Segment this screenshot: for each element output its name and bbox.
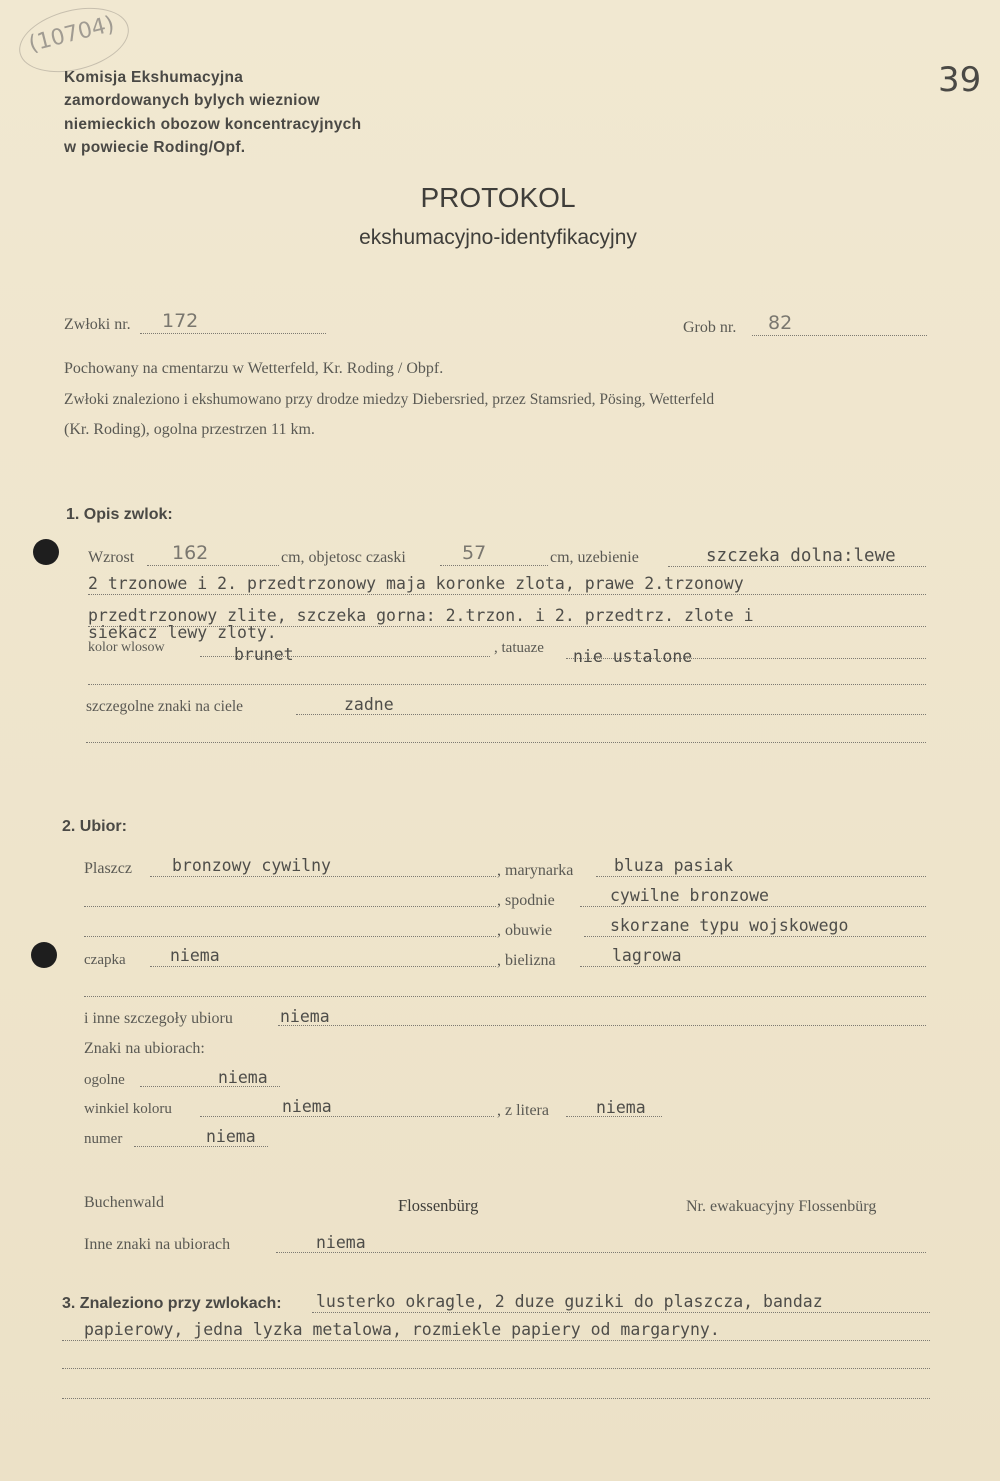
institution-line-3: niemieckich obozow koncentracyjnych [64,116,362,133]
triangle-color-label: winkiel koloru [84,1101,172,1117]
height-value: 162 [172,542,209,564]
section-1-title: 1. Opis zwlok: [66,506,173,523]
number-label: numer [84,1131,123,1147]
clothing-marks-heading: Znaki na ubiorach: [84,1040,205,1057]
letter-label: , z litera [497,1102,549,1119]
height-label: Wzrost [88,549,135,566]
tattoo-value: nie ustalone [573,647,693,666]
camp-flossenburg: Flossenbürg [398,1196,479,1215]
archive-mark: (10704) [26,11,117,58]
dentition-line-4: siekacz lewy zloty. [88,623,277,642]
found-items-line-2: papierowy, jedna lyzka metalowa, rozmiekle papiery od margaryny. [84,1320,720,1339]
body-marks-value: zadne [344,695,394,714]
punch-hole-1 [33,539,59,565]
cap-label: czapka [84,952,126,968]
other-clothing-value: niema [280,1007,330,1026]
evacuation-number-label: Nr. ewakuacyjny Flossenbürg [686,1198,877,1215]
cap-value: niema [170,946,220,965]
found-items-line-1: lusterko okragle, 2 duze guziki do plaszcza, bandaz [316,1292,823,1311]
institution-line-4: w powiecie Roding/Opf. [64,139,246,156]
institution-line-2: zamordowanych bylych wiezniow [64,92,320,109]
dentition-line-3: przedtrzonowy zlite, szczeka gorna: 2.trzon. i 2. przedtrz. zlote i [88,606,754,625]
trousers-value: cywilne bronzowe [610,886,769,905]
found-location-line-2: (Kr. Roding), ogolna przestrzen 11 km. [64,421,315,438]
corpse-number-value: 172 [162,310,199,332]
dentition-label: cm, uzebienie [550,549,639,566]
other-marks-label: Inne znaki na ubiorach [84,1236,231,1253]
trousers-label: , spodnie [497,892,555,909]
general-marks-value: niema [218,1068,268,1087]
document-title: PROTOKOL [420,182,576,213]
institution-line-1: Komisja Ekshumacyjna [64,69,244,86]
grave-number-value: 82 [768,312,793,334]
shoes-label: , obuwie [497,922,553,939]
other-marks-value: niema [316,1233,366,1252]
tattoo-label: , tatuaze [494,640,544,656]
dentition-line-1: szczeka dolna:lewe [706,546,896,566]
page-number: 39 [938,60,982,100]
punch-hole-2 [31,942,57,968]
jacket-label: , marynarka [497,862,574,879]
shoes-value: skorzane typu wojskowego [610,916,849,935]
coat-label: Plaszcz [84,860,132,877]
found-location-line-1: Zwłoki znaleziono i ekshumowano przy drodze miedzy Diebersried, przez Stamsried, Pösing, Wetterfeld [64,391,715,408]
document-subtitle: ekshumacyjno-identyfikacyjny [359,226,637,249]
camp-buchenwald: Buchenwald [84,1194,164,1211]
section-3-title: 3. Znaleziono przy zwlokach: [62,1295,282,1312]
triangle-color-value: niema [282,1097,332,1116]
skull-value: 57 [462,542,487,564]
underwear-label: , bielizna [497,952,556,969]
burial-place: Pochowany na cmentarzu w Wetterfeld, Kr. Roding / Obpf. [64,360,444,377]
body-marks-label: szczegolne znaki na ciele [86,698,244,715]
underwear-value: lagrowa [612,946,682,965]
hair-color-value: brunet [234,645,294,664]
dentition-line-2: 2 trzonowe i 2. przedtrzonowy maja koronke zlota, prawe 2.trzonowy [88,574,744,593]
general-marks-label: ogolne [84,1072,125,1088]
number-value: niema [206,1127,256,1146]
corpse-number-label: Zwłoki nr. [64,316,131,333]
letter-value: niema [596,1098,646,1117]
jacket-value: bluza pasiak [614,856,734,875]
coat-value: bronzowy cywilny [172,856,331,875]
hair-color-label: kolor wlosow [88,640,165,655]
skull-label: cm, objetosc czaski [281,549,406,566]
other-clothing-label: i inne szczegoły ubioru [84,1010,233,1027]
grave-number-label: Grob nr. [683,319,737,336]
section-2-title: 2. Ubior: [62,818,127,835]
